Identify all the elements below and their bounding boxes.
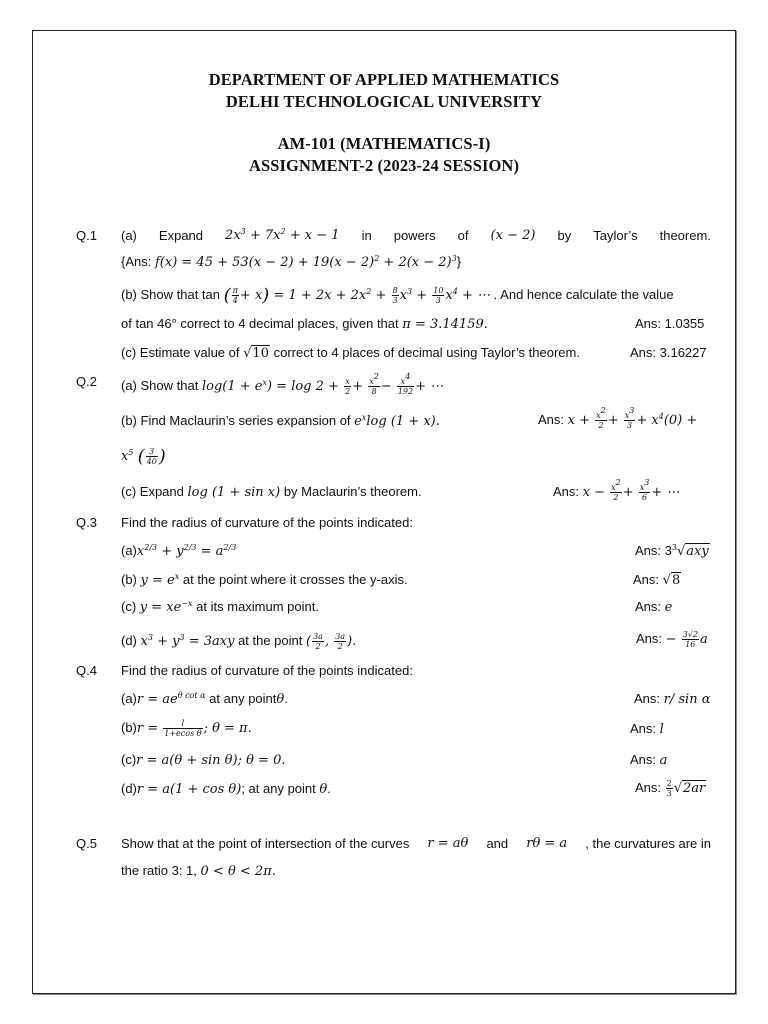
q3-intro: Find the radius of curvature of the points indicated: <box>121 515 413 530</box>
q1-c-line: (c) Estimate value of √10 correct to 4 places of decimal using Taylor’s theorem. <box>121 345 580 361</box>
question-number: Q.5 <box>76 836 97 851</box>
q1-a-line: (a) Expand $2x^3 + 7x^2 + x - 1$ in powers of (x − 2) by Taylor’s theorem. <box>121 227 711 243</box>
assignment-title: ASSIGNMENT-2 (2023-24 SESSION) <box>248 156 520 175</box>
q4-c-line: (c)r = a(θ + sin θ); θ = 0. <box>121 752 286 768</box>
q3-b-answer: Ans: √8 <box>633 572 681 588</box>
q4-intro: Find the radius of curvature of the points indicated: <box>121 663 413 678</box>
q2-b-line: (b) Find Maclaurin’s series expansion of $e^x\log$ (1 + x). <box>121 413 440 429</box>
q4-d-answer: Ans: $\frac{2}{3}$ √2ar <box>635 779 706 798</box>
q2-b-answer: Ans: x + $\frac{x^2}{2}$ + $\frac{x^3}{3}$ + $x^4(0)$ + <box>538 406 698 430</box>
q3-a-line: $(a)x^{2/3} + y^{2/3} = a^{2/3}$ <box>121 543 237 559</box>
question-number: Q.3 <box>76 515 97 530</box>
q4-c-answer: Ans: a <box>630 752 668 768</box>
q5-line1: Show that at the point of intersection of the curves r = aθ and rθ = a , the curvatures are in <box>121 836 711 851</box>
q2-c-answer: Ans: x − $\frac{x^2}{2}$ + $\frac{x^3}{6}$ + ⋯ <box>553 478 680 502</box>
q3-d-line: (d) $x^3 + y^3 = 3axy$ at the point ( $\frac{3a}{2}$ , $\frac{3a}{2}$ ). <box>121 632 357 651</box>
q4-a-answer: Ans: r/ sin α <box>634 691 711 707</box>
q5-line2: the ratio 3: 1, 0 < θ < 2π. <box>121 863 276 879</box>
q2-b-answer-cont: $x^5$ ( $\frac{3}{40}$ ) <box>121 446 166 467</box>
q1-b-line: (b) Show that tan ( $\frac{\pi}{4}$ + $x) = 1 + 2x + 2x^2$ + $\frac{8}{3}$ $x^3$ + $\frac{10}{3}$ $x^4$ + ⋯ . And hence calculate the value <box>121 285 674 306</box>
q1-b-line2: of tan 46° correct to 4 decimal places, given that π = 3.14159. <box>121 316 488 332</box>
department-title: DEPARTMENT OF APPLIED MATHEMATICS <box>208 70 560 89</box>
q3-c-line: (c) $y = xe^{-x}$ at its maximum point. <box>121 599 319 615</box>
q4-d-line: (d)r = a(1 + cos θ); at any point θ. <box>121 781 331 797</box>
q3-d-answer: Ans: − $\frac{3√2}{16}$ a <box>636 630 708 649</box>
q4-b-line: (b)r = $\frac{l}{\text{1+ecos θ}}$ ; θ = π. <box>121 719 252 738</box>
q1-c-answer: Ans: 3.16227 <box>630 345 707 360</box>
q1-b-answer: Ans: 1.0355 <box>635 316 705 331</box>
q2-c-line: (c) Expand log (1 + sin x) by Maclaurin’s theorem. <box>121 484 422 500</box>
q1-a-answer: {Ans: $f(x) = 45 + 53(x - 2) + 19(x - 2)^2 + 2(x - 2)^3$} <box>121 254 462 270</box>
question-number: Q.2 <box>76 374 97 389</box>
q3-a-answer: Ans: $3^3√axy$ <box>635 543 709 559</box>
q4-a-line: $(a)r = ae^{\theta cot \alpha}$ at any pointθ. <box>121 691 288 707</box>
q3-b-line: (b) $y = e^x$ at the point where it crosses the y-axis. <box>121 572 408 588</box>
q4-b-answer: Ans: l <box>630 721 664 737</box>
university-title: DELHI TECHNOLOGICAL UNIVERSITY <box>225 92 543 111</box>
course-title: AM-101 (MATHEMATICS-I) <box>277 134 491 153</box>
question-number: Q.1 <box>76 228 97 243</box>
q3-c-answer: Ans: e <box>635 599 673 615</box>
question-number: Q.4 <box>76 663 97 678</box>
q2-a-line: (a) Show that $\log(1 + e^x) = \log 2$ + $\frac{x}{2}$ + $\frac{x^2}{8}$ − $\frac{x^4}{192}$ + ⋯ <box>121 372 444 396</box>
